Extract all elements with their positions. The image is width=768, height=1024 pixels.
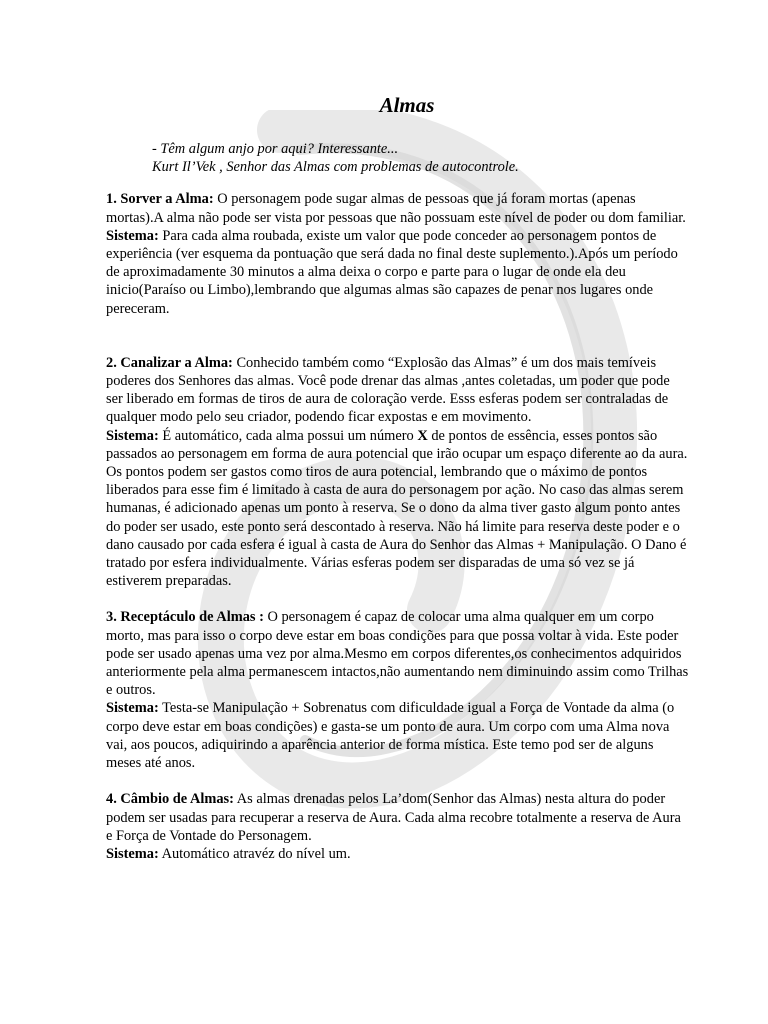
epigraph-quote: - Têm algum anjo por aqui? Interessante... (152, 141, 399, 157)
section-paragraph (106, 190, 690, 226)
document-page (106, 92, 690, 881)
system-paragraph (106, 699, 690, 772)
system-paragraph (106, 845, 690, 863)
system-label: Sistema: (106, 845, 159, 862)
section-receptaculo-de-almas (106, 608, 690, 772)
system-text: Para cada alma roubada, existe um valor que pode conceder ao personagem pontos de experiência (ver esquema da pontuação que será dada no final deste suplemento.).Após um período de aproximadamente 30 minutos a alma deixa o corpo e parte para o lugar de onde ela deu inicio(Paraíso ou Limbo),lembrando que algumas almas são capazes de penar nos lugares onde pereceram. (106, 227, 678, 317)
system-variable-x: X (417, 427, 428, 444)
system-label: Sistema: (106, 227, 159, 244)
system-paragraph (106, 227, 690, 318)
section-body: Conhecido também como “Explosão das Almas” é um dos mais temíveis poderes dos Senhores das almas. Você pode drenar das almas ,antes coletadas, um poder que pode ser liberado em formas de tiros de aura de coloração verde. Esss esferas podem ser contraladas de qualquer modo pelo seu criador, podendo ficar expostas e em movimento. (106, 354, 670, 426)
section-sorver-a-alma (106, 190, 690, 317)
section-paragraph (106, 608, 690, 699)
section-heading: 4. Câmbio de Almas: (106, 791, 234, 808)
section-heading: 3. Receptáculo de Almas : (106, 609, 264, 626)
section-cambio-de-almas (106, 790, 690, 863)
section-body: O personagem é capaz de colocar uma alma qualquer em um corpo morto, mas para isso o corpo deve estar em boas condições para que possa voltar à vida. Este poder pode ser usado apenas uma vez por alma.Mesmo em corpos diferentes,os conhecimentos adquiridos anteriormente pela alma permanescem intactos,não aumentando nem diminuindo assim como Trilhas e outros. (106, 609, 689, 699)
section-paragraph (106, 790, 690, 845)
system-text: Testa-se Manipulação + Sobrenatus com dificuldade igual a Força de Vontade da alma (o corpo deve estar em boas condições) e gasta-se um ponto de aura. Um corpo com uma Alma nova vai, aos poucos, adiquirindo a aparência anterior de forma mística. Este temo pod ser de alguns meses até anos. (106, 700, 675, 772)
epigraph-attribution: Kurt Il’Vek , Senhor das Almas com problemas de autocontrole. (152, 159, 519, 176)
section-paragraph (106, 354, 690, 427)
system-label: Sistema: (106, 700, 159, 717)
section-body: As almas drenadas pelos La’dom(Senhor das Almas) nesta altura do poder podem ser usadas para recuperar a reserva de Aura. Cada alma recobre totalmente a reserva de Aura e Força de Vontade do Personagem. (106, 791, 681, 844)
section-heading: 1. Sorver a Alma: (106, 191, 214, 208)
section-canalizar-a-alma (106, 354, 690, 591)
epigraph (152, 140, 690, 176)
document-title: Almas (379, 93, 435, 117)
system-paragraph (106, 427, 690, 591)
section-body: O personagem pode sugar almas de pessoas que já foram mortas (apenas mortas).A alma não pode ser vista por pessoas que não possuam este nível de poder ou dom familiar. (106, 191, 686, 226)
system-text-pre: É automático, cada alma possui um número (158, 427, 418, 444)
system-label: Sistema: (106, 427, 159, 444)
section-heading: 2. Canalizar a Alma: (106, 354, 233, 371)
system-text: de pontos de essência, esses pontos são passados ao personagem em forma de aura potencial que irão ocupar um espaço diferente ao da aura. Os pontos podem ser gastos como tiros de aura potencial, lembrando que o máximo de pontos liberados para esse fim é limitado à casta de aura do personagem por ação. No caso das almas serem humanas, é adicionado apenas um ponto à reserva. Se o dono da alma tiver gasto algum ponto antes do poder ser usado, este ponto será descontado à reserva. Não há limite para reserva deste poder e o dano causado por cada esfera é igual à casta de Aura do Senhor das Almas + Manipulação. O Dano é tratado por esfera individualmente. Várias esferas podem ser disparadas de uma só vez se já estiverem preparadas. (106, 427, 688, 590)
system-text: Automático atravéz do nível um. (158, 845, 351, 862)
